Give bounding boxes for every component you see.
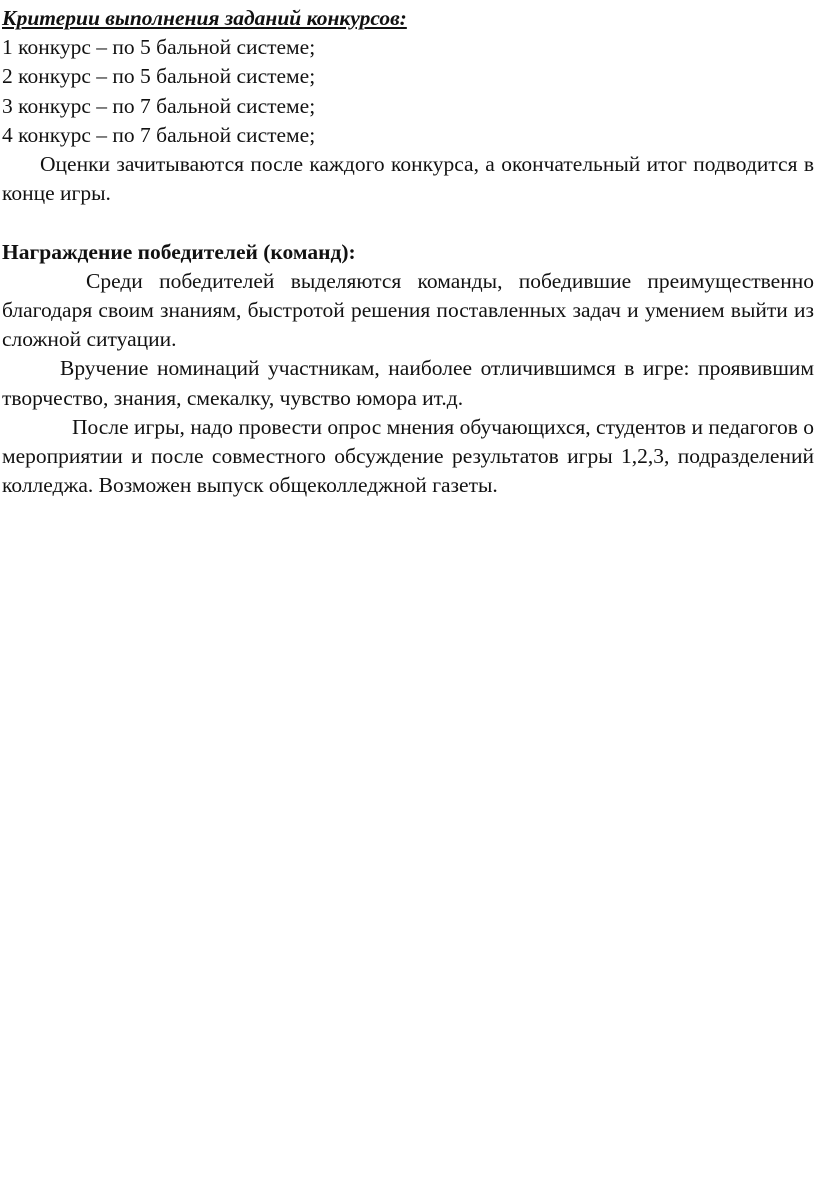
criteria-line-3: 3 конкурс – по 7 бальной системе; <box>2 93 316 118</box>
criteria-line-1: 1 конкурс – по 5 бальной системе; <box>2 35 316 60</box>
scoring-paragraph: Оценки зачитываются после каждого конкурса, а окончательный итог подводится в конце игры. <box>2 152 814 206</box>
document-body <box>2 4 814 500</box>
criteria-line-4: 4 конкурс – по 7 бальной системе; <box>2 122 316 147</box>
paragraph-spacer <box>2 208 814 237</box>
awards-heading: Награждение победителей (команд): <box>2 239 356 264</box>
awards-paragraph-2: Вручение номинаций участникам, наиболее отличившимся в игре: проявившим творчество, знания, смекалку, чувство юмора ит.д. <box>2 356 814 410</box>
criteria-line-2: 2 конкурс – по 5 бальной системе; <box>2 64 316 89</box>
awards-paragraph-1: Среди победителей выделяются команды, победившие преимущественно благодаря своим знаниям, быстротой решения поставленных задач и умением выйти из сложной ситуации. <box>2 268 814 352</box>
criteria-heading: Критерии выполнения заданий конкурсов: <box>2 6 407 30</box>
awards-paragraph-3: После игры, надо провести опрос мнения обучающихся, студентов и педагогов о мероприятии и после совместного обсуждение результатов игры 1,2,3, подразделений колледжа. Возможен выпуск общеколледжной газеты. <box>2 414 814 498</box>
